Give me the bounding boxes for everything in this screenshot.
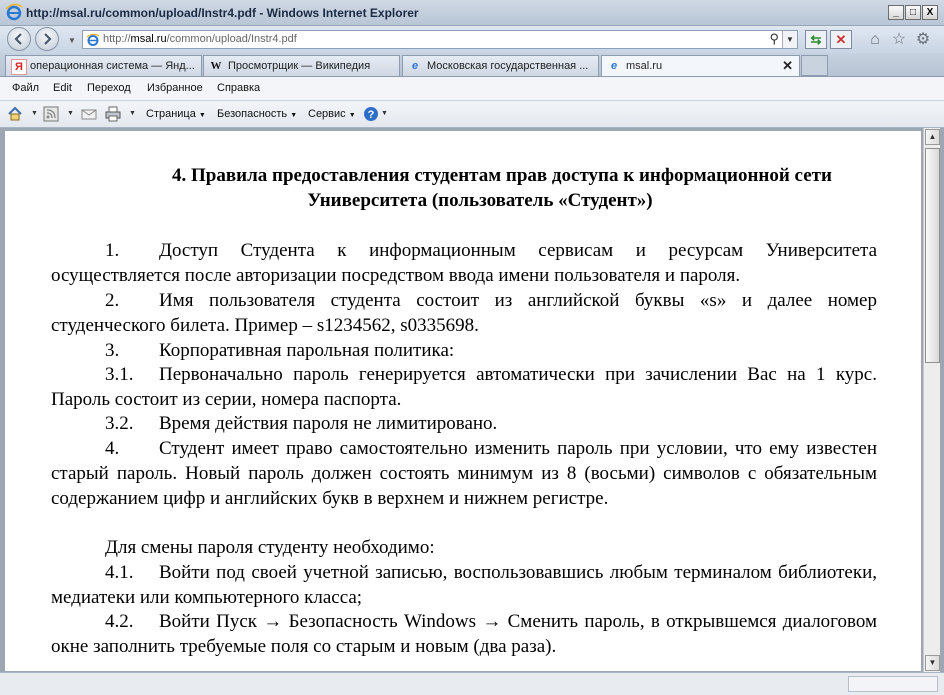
print-dropdown-icon[interactable]: ▼ <box>129 110 136 117</box>
maximize-button[interactable]: □ <box>905 5 921 20</box>
url-text: http://msal.ru/common/upload/Instr4.pdf <box>103 33 297 45</box>
tab-msal-active[interactable] <box>601 55 800 76</box>
recent-pages-dropdown-icon[interactable]: ▼ <box>68 36 76 45</box>
help-icon[interactable] <box>363 106 379 122</box>
paragraph-4: 4. Студент имеет право самостоятельно изменить пароль при условии, что ему известен старый пароль. Новый пароль должен состоять минимум из 8 (восьми) символов с обязательным содержанием цифр и английских букв в верхнем и нижнем регистре. <box>51 438 877 509</box>
address-field[interactable] <box>82 30 798 49</box>
tab-label: операционная система — Янд... <box>30 60 195 72</box>
status-bar <box>0 672 944 695</box>
page-menu-button[interactable]: Страница ▼ <box>146 108 206 120</box>
yandex-icon: Я <box>11 59 27 75</box>
favorites-star-icon[interactable]: ☆ <box>891 31 907 48</box>
svg-text:?: ? <box>367 109 375 121</box>
menu-bar <box>0 77 944 101</box>
stop-button[interactable]: ✕ <box>830 30 852 49</box>
paragraph-2: 2. Имя пользователя студента состоит из английской буквы «s» и далее номер студенческого билета. Пример – s1234562, s0335698. <box>51 290 877 336</box>
document-viewer <box>0 128 944 672</box>
command-bar <box>0 101 944 128</box>
scroll-thumb[interactable] <box>925 148 940 363</box>
back-arrow-icon <box>12 32 26 46</box>
ie-logo-icon <box>5 3 23 21</box>
tab-label: msal.ru <box>626 60 663 72</box>
paragraph-instruction: Для смены пароля студенту необходимо: <box>105 537 435 558</box>
menu-favorites[interactable]: Избранное <box>147 82 203 94</box>
paragraph-3-1: 3.1. Первоначально пароль генерируется автоматически при зачислении Вас на 1 курс. Пароль состоит из серии, номера паспорта. <box>51 364 877 410</box>
print-icon[interactable] <box>105 106 121 122</box>
ie-page-icon: e <box>411 60 419 72</box>
close-button[interactable]: X <box>922 5 938 20</box>
menu-edit[interactable]: Edit <box>53 82 72 94</box>
tools-menu-caret-icon: ▼ <box>348 112 356 119</box>
tab-strip <box>0 53 944 77</box>
tab-yandex[interactable] <box>5 55 202 76</box>
feeds-dropdown-icon[interactable]: ▼ <box>67 110 74 117</box>
pdf-page <box>5 131 921 671</box>
navigation-bar <box>0 26 944 53</box>
home-icon[interactable]: ⌂ <box>870 31 880 48</box>
tools-gear-icon[interactable]: ⚙ <box>915 31 931 48</box>
paragraph-4-2: 4.2. Войти Пуск → Безопасность Windows → Сменить пароль, в открывшемся диалоговом окне заполнить требуемые поля со старым и новым (два раза). <box>51 611 877 657</box>
back-button[interactable] <box>7 27 31 51</box>
scroll-up-icon[interactable]: ▲ <box>925 129 940 145</box>
address-dropdown-icon[interactable]: ▼ <box>782 31 797 48</box>
menu-help[interactable]: Справка <box>217 82 261 94</box>
forward-button[interactable] <box>35 27 59 51</box>
section-heading-line2: Университета (пользователь «Студент») <box>307 190 653 211</box>
home-icon[interactable] <box>7 106 23 122</box>
scroll-down-icon[interactable]: ▼ <box>925 655 940 671</box>
tab-wikipedia[interactable] <box>203 55 400 76</box>
menu-file[interactable]: Файл <box>12 82 40 94</box>
section-heading-line1: 4. Правила предоставления студентам прав доступа к информационной сети <box>172 165 832 186</box>
feeds-icon[interactable] <box>43 106 59 122</box>
vertical-scrollbar[interactable] <box>923 128 940 672</box>
safety-menu-caret-icon: ▼ <box>290 112 298 119</box>
ie-page-icon: e <box>610 60 618 72</box>
refresh-button[interactable]: ⇆ <box>805 30 827 49</box>
page-menu-caret-icon: ▼ <box>198 112 206 119</box>
mail-icon[interactable] <box>81 106 97 122</box>
paragraph-4-1: 4.1. Войти под своей учетной записью, воспользовавшись любым терминалом библиотеки, медиатеки или компьютерного класса; <box>51 562 877 608</box>
wikipedia-icon: W <box>210 60 222 72</box>
tab-label: Московская государственная ... <box>427 60 589 72</box>
tab-msal-university[interactable] <box>402 55 599 76</box>
title-bar <box>0 0 944 26</box>
safety-menu-button[interactable]: Безопасность ▼ <box>217 108 298 120</box>
new-tab-button[interactable] <box>801 55 828 76</box>
page-icon <box>86 33 100 47</box>
paragraph-3: 3. Корпоративная парольная политика: <box>105 340 455 361</box>
search-icon[interactable]: ⚲ <box>769 31 779 46</box>
forward-arrow-icon <box>40 32 54 46</box>
paragraph-3-2: 3.2. Время действия пароля не лимитировано. <box>105 413 498 434</box>
tools-menu-button[interactable]: Сервис ▼ <box>308 108 356 120</box>
tab-label: Просмотрщик — Википедия <box>228 60 371 72</box>
home-dropdown-icon[interactable]: ▼ <box>31 110 38 117</box>
menu-go[interactable]: Переход <box>87 82 131 94</box>
tab-close-icon[interactable]: ✕ <box>782 58 793 73</box>
window-title: http://msal.ru/common/upload/Instr4.pdf - Windows Internet Explorer <box>26 6 419 20</box>
paragraph-1: 1. Доступ Студента к информационным сервисам и ресурсам Университета осуществляется после авторизации посредством ввода имени пользователя и пароля. <box>51 240 877 286</box>
status-zone-pane <box>848 676 938 692</box>
help-dropdown-icon[interactable]: ▼ <box>381 110 388 117</box>
minimize-button[interactable]: _ <box>888 5 904 20</box>
